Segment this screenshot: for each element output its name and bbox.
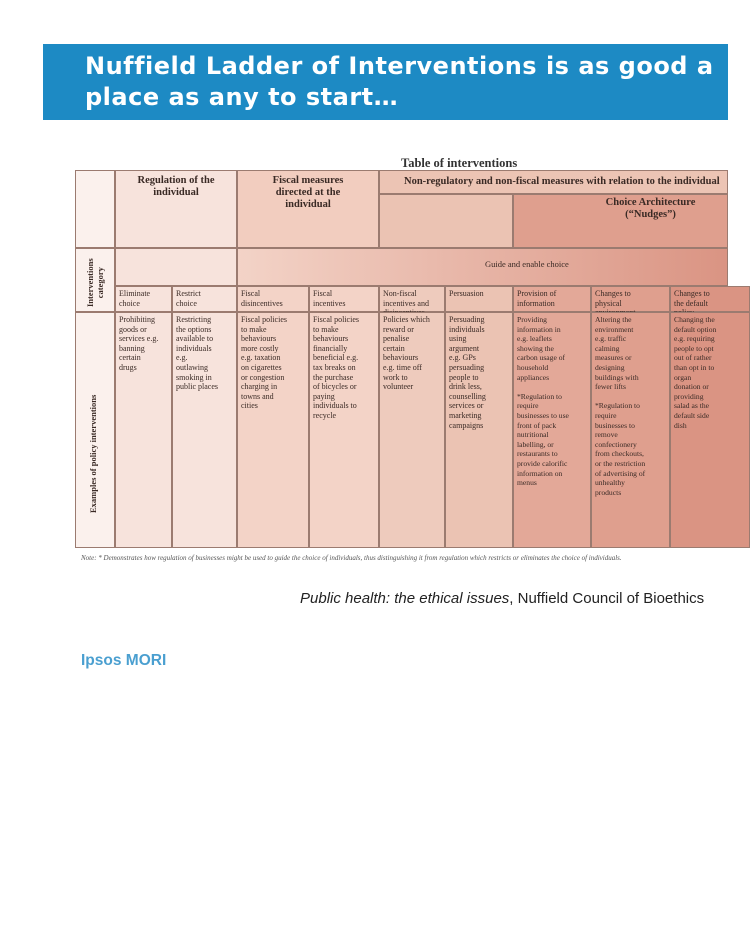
category-label: Changes to the default [674, 289, 710, 308]
example-cell [237, 312, 309, 548]
citation [300, 590, 704, 607]
header-nonregulatory-label: Non-regulatory and non-fiscal measures with relation to the individual [404, 176, 720, 187]
category-label: Fiscal disincentives [241, 289, 283, 308]
table-note: Note: * Demonstrates how regulation of businesses might be used to guide the choice of individuals, thus distinguishing it from regulation which restricts or eliminates the choice of individuals. [81, 554, 622, 562]
citation-title: Public health: the ethical issues [300, 590, 510, 607]
example-text: Changing the default option e.g. requiring people to opt out of rather than opt in to organ donation or providing salad as the default side dish [674, 315, 717, 430]
example-cell [445, 312, 513, 548]
header-regulation [115, 170, 237, 248]
guide-enable-band [237, 248, 728, 286]
header-nonreg-left [379, 194, 513, 248]
category-cell [237, 286, 309, 312]
category-cell [115, 286, 172, 312]
example-text: Prohibiting goods or services e.g. banning certain drugs [119, 315, 159, 372]
header-nonregulatory [379, 170, 728, 194]
guide-left-blank [115, 248, 237, 286]
example-cell [172, 312, 237, 548]
category-label: Persuasion [449, 289, 484, 298]
example-text: Restricting the options available to individuals e.g. outlawing smoking in public places [176, 315, 218, 392]
row-label-examples-text: Examples of policy interventions [88, 394, 98, 513]
citation-rest: , Nuffield Council of Bioethics [509, 590, 705, 607]
category-label: Changes to physical [595, 289, 631, 308]
example-text: Altering the environment e.g. traffic calming measures or designing buildings with fewer lifts *Regulation to require businesses to remove confectionery from checkouts, or the restriction of advertising of unhealthy products [595, 315, 646, 497]
category-label: Restrict choice [176, 289, 201, 308]
choice-architecture-label: Choice Architecture (“Nudges”) [605, 197, 696, 220]
example-text: Policies which reward or penalise certain behaviours e.g. time off work to volunteer [383, 315, 430, 392]
header-fiscal [237, 170, 379, 248]
category-cell [172, 286, 237, 312]
title-bar [43, 44, 728, 120]
row-label-category [75, 248, 115, 312]
interventions-table-figure [75, 154, 728, 564]
header-fiscal-label: Fiscal measures directed at the individual [272, 175, 344, 210]
category-label: Fiscal incentives [313, 289, 346, 308]
header-regulation-label: Regulation of the individual [137, 175, 215, 198]
corner-cell [75, 170, 115, 248]
example-cell [309, 312, 379, 548]
category-cell [445, 286, 513, 312]
category-cell [309, 286, 379, 312]
example-text: Providing information in e.g. leaflets showing the carbon usage of household appliances *Regulation to require businesses to use front of pack nutritional labelling, or restaurants to provide calorific information on menus [517, 315, 569, 488]
example-text: Fiscal policies to make behaviours financially beneficial e.g. tax breaks on the purchase of bicycles or paying individuals to recycle [313, 315, 359, 420]
table-title: Table of interventions [401, 156, 518, 170]
example-cell [591, 312, 670, 548]
category-label: Eliminate choice [119, 289, 151, 308]
example-cell [115, 312, 172, 548]
category-cell [379, 286, 445, 312]
example-cell [670, 312, 750, 548]
row-label-examples [75, 312, 115, 548]
example-cell [379, 312, 445, 548]
example-cell [513, 312, 591, 548]
example-text: Fiscal policies to make behaviours more costly e.g. taxation on cigarettes or congestion charging in towns and cities [241, 315, 287, 411]
category-cell [670, 286, 750, 312]
category-label: Provision of information [517, 289, 557, 308]
header-choice-architecture [513, 194, 728, 248]
ipsos-mori-logo: Ipsos MORI [81, 652, 167, 669]
category-cell [513, 286, 591, 312]
guide-enable-label: Guide and enable choice [485, 259, 569, 269]
category-label: Non-fiscal incentives and [383, 289, 429, 308]
example-text: Persuading individuals using argument e.g. GPs persuading people to drink less, counselling services or marketing campaigns [449, 315, 486, 430]
category-cell [591, 286, 670, 312]
slide-title: Nuffield Ladder of Interventions is as good a place as any to start… [85, 52, 714, 111]
row-label-category-text: Interventions category [85, 258, 105, 307]
